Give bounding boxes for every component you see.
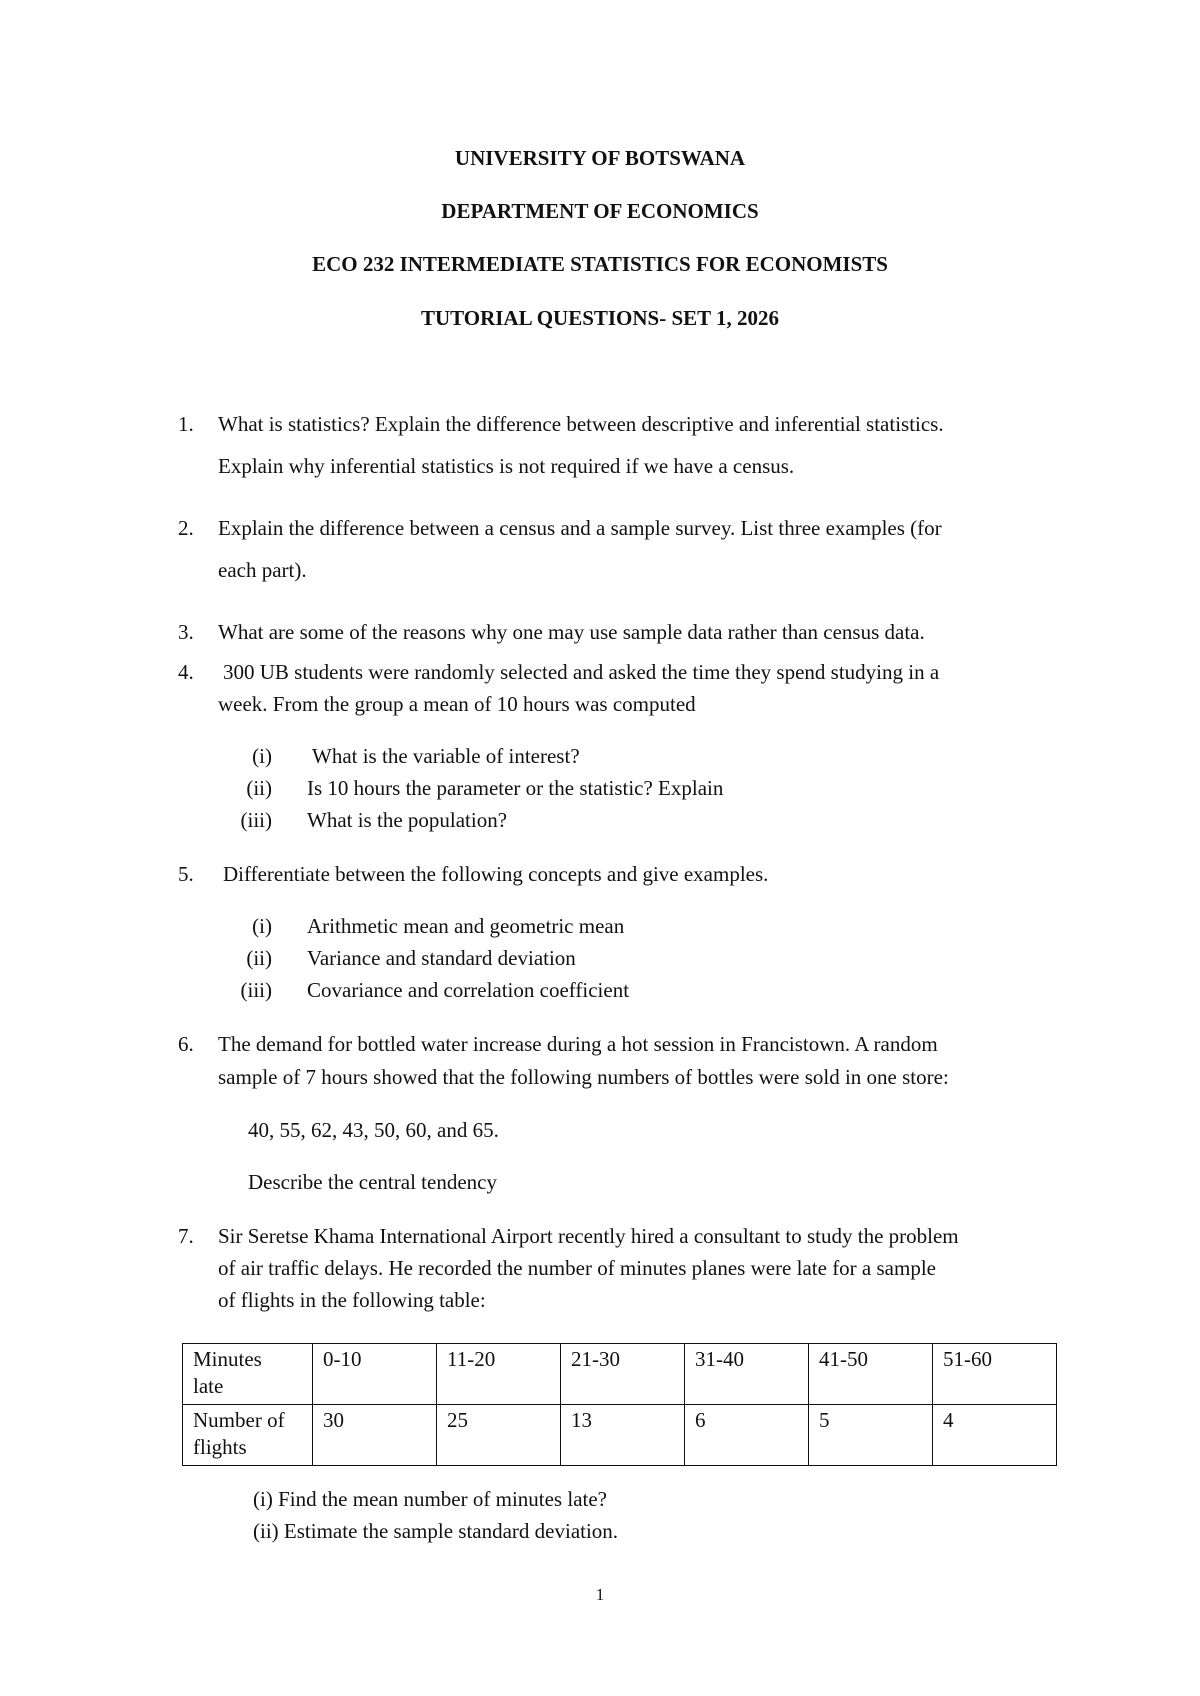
sub-question-text: Variance and standard deviation	[307, 946, 576, 970]
table-cell: 30	[313, 1405, 437, 1466]
question-text: Explain the difference between a census and a sample survey. List three examples (for	[218, 516, 942, 540]
question-text: of flights in the following table:	[218, 1288, 486, 1312]
question-text: 300 UB students were randomly selected and asked the time they spend studying in a	[223, 660, 940, 684]
sub-question-number: (i)	[252, 914, 272, 938]
question-text: Sir Seretse Khama International Airport recently hired a consultant to study the problem	[218, 1224, 959, 1248]
question-text: each part).	[218, 558, 307, 582]
question-number: 3.	[178, 620, 194, 644]
sub-question-text: Covariance and correlation coefficient	[307, 978, 630, 1002]
question-number: 4.	[178, 660, 194, 684]
sub-question-text: (i) Find the mean number of minutes late?	[253, 1487, 607, 1511]
page-number: 1	[595, 1585, 605, 1604]
table-cell: 6	[685, 1405, 809, 1466]
sub-question-text: (ii) Estimate the sample standard deviation.	[253, 1519, 619, 1543]
row-header-cell	[183, 1344, 313, 1405]
question-number: 7.	[178, 1224, 194, 1248]
table-cell: 51-60	[933, 1344, 1057, 1405]
question-text: Explain why inferential statistics is not required if we have a census.	[218, 454, 795, 478]
sub-question-number: (i)	[252, 744, 272, 768]
question-number: 2.	[178, 516, 194, 540]
question-instruction: Describe the central tendency	[248, 1170, 497, 1194]
table-cell: 13	[561, 1405, 685, 1466]
department-title: DEPARTMENT OF ECONOMICS	[441, 199, 759, 223]
question-text: week. From the group a mean of 10 hours was computed	[218, 692, 696, 716]
question-text: What is statistics? Explain the difference between descriptive and inferential statistics.	[218, 412, 944, 436]
table-cell: 21-30	[561, 1344, 685, 1405]
sub-question-text: Arithmetic mean and geometric mean	[307, 914, 625, 938]
sub-question-number: (ii)	[246, 946, 272, 970]
question-number: 1.	[178, 412, 194, 436]
sub-question-number: (ii)	[246, 776, 272, 800]
row-header-cell	[183, 1405, 313, 1466]
question-text: What are some of the reasons why one may use sample data rather than census data.	[218, 620, 925, 644]
flight-delay-table	[182, 1343, 1057, 1466]
question-number: 6.	[178, 1032, 194, 1056]
row-header-line: Number of	[193, 1408, 285, 1432]
table-cell: 31-40	[685, 1344, 809, 1405]
table-cell: 41-50	[809, 1344, 933, 1405]
sub-question-text: What is the variable of interest?	[312, 744, 580, 768]
course-title: ECO 232 INTERMEDIATE STATISTICS FOR ECONOMISTS	[312, 252, 888, 276]
sub-question-text: Is 10 hours the parameter or the statistic? Explain	[307, 776, 724, 800]
data-values: 40, 55, 62, 43, 50, 60, and 65.	[248, 1118, 499, 1142]
table-cell: 4	[933, 1405, 1057, 1466]
question-text: of air traffic delays. He recorded the number of minutes planes were late for a sample	[218, 1256, 936, 1280]
row-header-line: Minutes	[193, 1347, 262, 1371]
question-text: The demand for bottled water increase during a hot session in Francistown. A random	[218, 1032, 938, 1056]
tutorial-set-title: TUTORIAL QUESTIONS- SET 1, 2026	[420, 306, 780, 330]
question-text: Differentiate between the following concepts and give examples.	[223, 862, 769, 886]
table-cell: 5	[809, 1405, 933, 1466]
row-header-line: flights	[193, 1435, 247, 1459]
sub-question-text: What is the population?	[307, 808, 508, 832]
row-header-line: late	[193, 1374, 224, 1398]
question-number: 5.	[178, 862, 194, 886]
question-text: sample of 7 hours showed that the following numbers of bottles were sold in one store:	[218, 1065, 949, 1089]
sub-question-number: (iii)	[240, 808, 272, 832]
sub-question-number: (iii)	[240, 978, 272, 1002]
table-cell: 25	[437, 1405, 561, 1466]
university-title: UNIVERSITY OF BOTSWANA	[454, 146, 746, 170]
table-row	[183, 1405, 1057, 1466]
table-cell: 11-20	[437, 1344, 561, 1405]
table-cell: 0-10	[313, 1344, 437, 1405]
table-row	[183, 1344, 1057, 1405]
